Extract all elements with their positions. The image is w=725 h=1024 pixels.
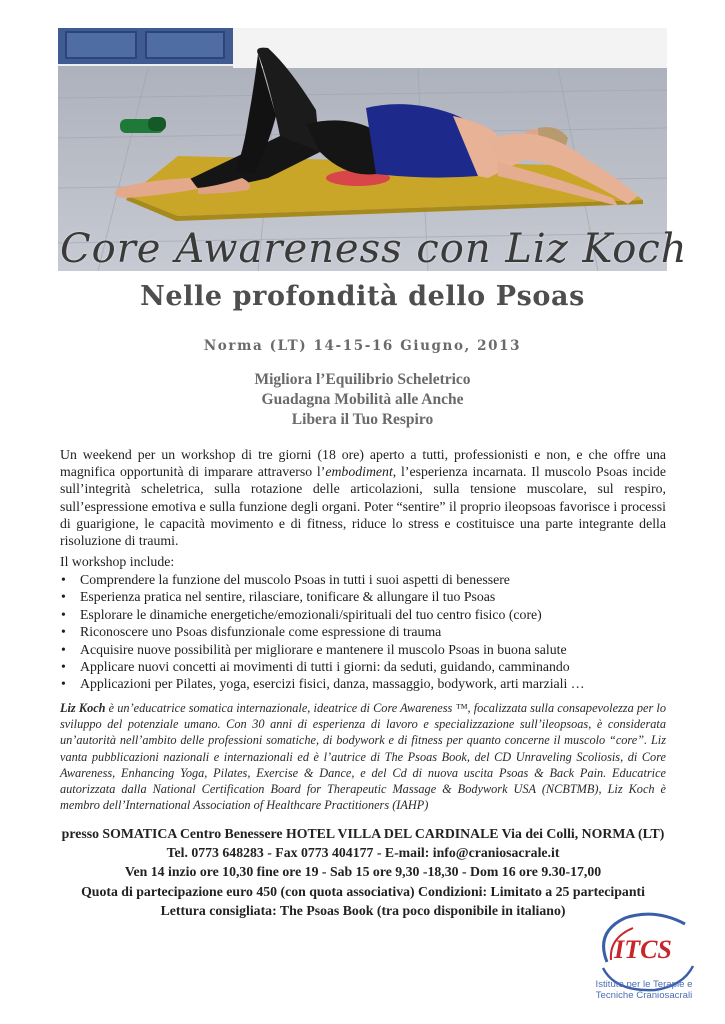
tagline: Migliora l’Equilibrio Scheletrico — [254, 371, 471, 388]
list-item: • Esplorare le dinamiche energetiche/emozionali/spirituali del tuo centro fisico (core) — [61, 606, 542, 622]
list-item: • Comprendere la funzione del muscolo Psoas in tutti i suoi aspetti di benessere — [61, 572, 510, 587]
bullet-icon: • — [61, 572, 66, 587]
includes-label: Il workshop include: — [60, 554, 175, 569]
bullet-icon: • — [61, 589, 66, 605]
list-item: • Applicazioni per Pilates, yoga, esercizi fisici, danza, massaggio, bodywork, arti marziali … — [61, 676, 585, 692]
bio-text: è un’educatrice somatica internazionale, ideatrice di Core Awareness ™, focalizzata sulla consapevolezza per lo sviluppo del potenziale umano. Con 30 anni di esperienza di lavoro e specializzazione sull’ileopsoas, è considerata un’autorità nell’ambito delle professioni somatiche, di bodywork e di fitness per quanto concerne il muscolo “core”. Liz vanta pubblicazioni nazionali e internazionali ed è l’autrice di The Psoas Book, del CD Unraveling Scoliosis, di Core Awareness, Enhancing Yoga, Pilates, Exercise & Dance, e del Cd di nuova uscita Psoas & Back Pain. Educatrice autorizzata dalla National Certification Board for Therapeutic Massage & Bodywork USA (NCBTMB), Liz Koch è membro dell’International Association of Healthcare Practitioners (IAHP) — [60, 701, 666, 813]
intro-paragraph — [60, 446, 666, 549]
bullet-icon: • — [61, 641, 66, 657]
tagline: Libera il Tuo Respiro — [291, 411, 434, 428]
event-info — [60, 824, 666, 920]
intro-text: Un weekend per un workshop di tre giorni (18 ore) aperto a tutti, professionisti e non, e che offre una magnifica opportunità di imparare attraverso l’ — [60, 447, 666, 480]
taglines — [0, 370, 725, 430]
bullet-icon: • — [61, 624, 66, 640]
workshop-list — [60, 571, 666, 693]
price-line: Quota di partecipazione euro 450 (con quota associativa) Condizioni: Limitato a 25 partecipanti — [81, 883, 645, 899]
list-item: • Riconoscere uno Psoas disfunzionale come espressione di trauma — [61, 624, 442, 640]
main-title: Nelle profondità dello Psoas — [140, 281, 585, 312]
reading-line: Lettura consigliata: The Psoas Book (tra poco disponibile in italiano) — [160, 902, 566, 918]
logo-caption: Istituto per le Terapie e Tecniche Craniosacrali — [595, 979, 693, 1001]
bullet-icon: • — [61, 606, 66, 622]
bio-paragraph — [60, 700, 666, 813]
schedule-line: Ven 14 inzio ore 10,30 fine ore 19 - Sab 15 ore 9,30 -18,30 - Dom 16 ore 9.30-17,00 — [124, 864, 602, 880]
bullet-icon: • — [61, 676, 66, 692]
event-date-location: Norma (LT) 14-15-16 Giugno, 2013 — [203, 338, 522, 354]
list-item: • Applicare nuovi concetti ai movimenti di tutti i giorni: da seduti, guidando, camminando — [61, 659, 570, 675]
intro-text: , l’esperienza incarnata. Il muscolo Psoas incide sull’integrità scheletrica, sulla rotazione delle articolazioni, sulla tensione muscolare, sul respiro, sull’espressione emotiva e sulla funzione degli organi. Poter “sentire” il proprio ileopsoas favorisce i processi di guarigione, le capacità movimento e di fitness, riduce lo stress e costituisce una parte integrante della risoluzione di traumi. — [60, 464, 666, 549]
logo-acronym: ITCS — [614, 935, 672, 964]
bullet-icon: • — [61, 659, 66, 675]
intro-emphasis: embodiment — [325, 464, 393, 480]
tagline: Guadagna Mobilità alle Anche — [261, 391, 464, 408]
venue-line: presso SOMATICA Centro Benessere HOTEL VILLA DEL CARDINALE Via dei Colli, NORMA (LT) — [61, 826, 665, 841]
list-item: • Acquisire nuove possibilità per migliorare e mantenere il muscolo Psoas in buona salute — [61, 641, 567, 657]
script-title: Core Awareness con Liz Koch — [60, 226, 688, 272]
contact-line: Tel. 0773 648283 - Fax 0773 404177 - E-mail: info@craniosacrale.it — [166, 845, 560, 861]
list-item: • Esperienza pratica nel sentire, rilasciare, tonificare & allungare il tuo Psoas — [61, 589, 496, 605]
bio-name: Liz Koch — [60, 701, 106, 715]
